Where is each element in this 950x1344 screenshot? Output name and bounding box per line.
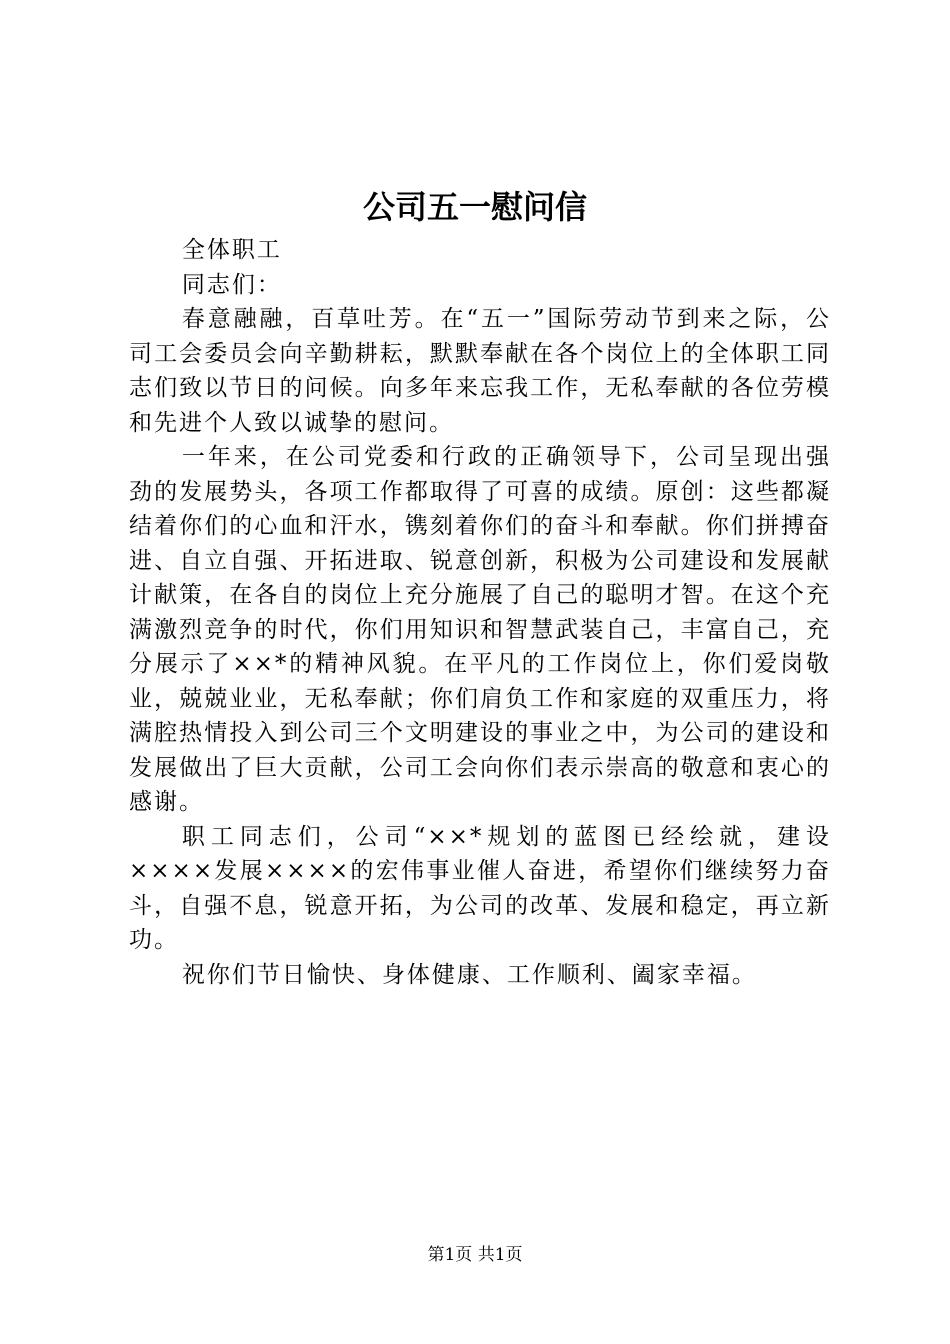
- salutation-greeting: 同志们：: [181, 271, 282, 298]
- paragraph-achievements: 一年来，在公司党委和行政的正确领导下，公司呈现出强劲的发展势头，各项工作都取得了可喜的成绩。原创：这些都凝结着你们的心血和汗水，镌刻着你们的奋斗和奉献。你们拼搏奋进、自立自强、开拓进取、锐意创新，积极为公司建设和发展献计献策，在各自的岗位上充分施展了自己的聪明才智。在这个充满激烈竞争的时代，你们用知识和智慧武装自己，丰富自己，充分展示了××*的精神风貌。在平凡的工作岗位上，你们爱岗敬业，兢兢业业，无私奉献；你们肩负工作和家庭的双重压力，将满腔热情投入到公司三个文明建设的事业之中，为公司的建设和发展做出了巨大贡献，公司工会向你们表示崇高的敬意和衷心的感谢。: [129, 444, 831, 815]
- paragraph-greeting: 春意融融，百草吐芳。在“五一”国际劳动节到来之际，公司工会委员会向辛勤耕耘，默默奉献在各个岗位上的全体职工同志们致以节日的问候。向多年来忘我工作，无私奉献的各位劳模和先进个人致以诚挚的慰问。: [129, 306, 831, 436]
- page-footer: 第1页 共1页: [427, 1245, 523, 1265]
- letter-body: [129, 233, 831, 992]
- paragraph-wishes: 祝你们节日愉快、身体健康、工作顺利、阖家幸福。: [181, 961, 757, 988]
- salutation-recipients: 全体职工: [181, 237, 282, 263]
- paragraph-encouragement: 职工同志们，公司“××*规划的蓝图已经绘就，建设××××发展××××的宏伟事业催人奋进，希望你们继续努力奋斗，自强不息，锐意开拓，为公司的改革、发展和稳定，再立新功。: [129, 823, 831, 953]
- document-title: 公司五一慰问信: [362, 188, 587, 226]
